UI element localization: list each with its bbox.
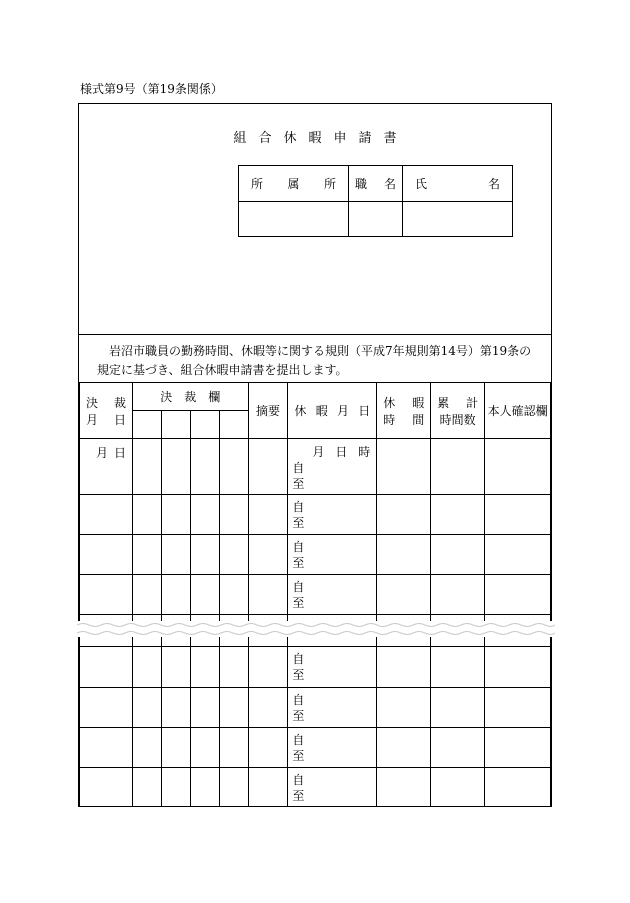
cumulative-cell[interactable]	[431, 495, 485, 535]
decision-cell[interactable]	[132, 575, 161, 615]
decision-cell[interactable]	[132, 535, 161, 575]
leave-period-cell[interactable]: 自 至	[288, 575, 377, 615]
leave-period-cell[interactable]: 自 至	[288, 768, 377, 807]
affiliation-field[interactable]	[239, 202, 349, 237]
decision-cell[interactable]	[219, 688, 248, 728]
cumulative-cell[interactable]	[431, 647, 485, 688]
section-divider	[79, 334, 551, 335]
decision-cell[interactable]	[190, 495, 219, 535]
decision-cell[interactable]	[219, 411, 248, 439]
cumulative-cell[interactable]	[431, 728, 485, 768]
table-row	[80, 768, 551, 807]
decision-cell[interactable]	[219, 575, 248, 615]
leave-hours-header: 休 暇 時 間	[377, 383, 431, 439]
decision-cell[interactable]	[161, 728, 190, 768]
leave-dates-header: 休 暇 月 日	[288, 383, 377, 439]
leave-hours-cell[interactable]	[377, 647, 431, 688]
leave-period-cell[interactable]: 月 日 時 自 至	[288, 439, 377, 495]
table-row	[80, 535, 551, 575]
decision-cell[interactable]	[190, 535, 219, 575]
decision-cell[interactable]	[161, 411, 190, 439]
decision-cell[interactable]	[132, 768, 161, 807]
decision-cell[interactable]	[190, 768, 219, 807]
decision-cell[interactable]	[132, 647, 161, 688]
decision-date-header: 決 裁 月 日	[80, 383, 133, 439]
decision-date-cell[interactable]	[80, 688, 133, 728]
decision-cell[interactable]	[132, 728, 161, 768]
confirmation-cell[interactable]	[485, 575, 551, 615]
summary-cell[interactable]	[248, 495, 288, 535]
cumulative-cell[interactable]	[431, 575, 485, 615]
cumulative-cell[interactable]	[431, 535, 485, 575]
decision-cell[interactable]	[190, 647, 219, 688]
decision-cell[interactable]	[161, 439, 190, 495]
confirmation-cell[interactable]	[485, 768, 551, 807]
decision-cell[interactable]	[161, 535, 190, 575]
page-break-tear	[77, 621, 555, 637]
decision-date-cell[interactable]	[80, 495, 133, 535]
decision-cell[interactable]	[219, 647, 248, 688]
decision-date-cell[interactable]	[80, 768, 133, 807]
leave-period-cell[interactable]: 自 至	[288, 688, 377, 728]
application-form-frame	[78, 103, 552, 807]
leave-period-cell[interactable]: 自 至	[288, 728, 377, 768]
cumulative-cell[interactable]	[431, 688, 485, 728]
position-field[interactable]	[349, 202, 403, 237]
confirmation-cell[interactable]	[485, 495, 551, 535]
form-title: 組合休暇申請書	[233, 131, 409, 146]
cumulative-cell[interactable]	[431, 768, 485, 807]
leave-period-cell[interactable]: 自 至	[288, 495, 377, 535]
leave-hours-cell[interactable]	[377, 575, 431, 615]
decision-cell[interactable]	[161, 575, 190, 615]
position-header: 職 名	[349, 166, 403, 202]
decision-cell[interactable]	[132, 495, 161, 535]
decision-cell[interactable]	[219, 439, 248, 495]
decision-cell[interactable]	[190, 728, 219, 768]
decision-cell[interactable]	[161, 495, 190, 535]
leave-period-cell[interactable]: 自 至	[288, 647, 377, 688]
leave-period-cell[interactable]: 自 至	[288, 535, 377, 575]
table-row	[80, 495, 551, 535]
summary-cell[interactable]	[248, 728, 288, 768]
leave-hours-cell[interactable]	[377, 495, 431, 535]
confirmation-cell[interactable]	[485, 439, 551, 495]
summary-cell[interactable]	[248, 688, 288, 728]
cumulative-cell[interactable]	[431, 439, 485, 495]
decision-date-cell[interactable]	[80, 728, 133, 768]
affiliation-header: 所 属 所	[239, 166, 349, 202]
decision-date-cell[interactable]	[80, 647, 133, 688]
decision-cell[interactable]	[219, 728, 248, 768]
table-row	[80, 688, 551, 728]
summary-cell[interactable]	[248, 768, 288, 807]
leave-hours-cell[interactable]	[377, 768, 431, 807]
decision-date-cell[interactable]	[80, 575, 133, 615]
decision-cell[interactable]	[219, 768, 248, 807]
intro-text: 岩沼市職員の勤務時間、休暇等に関する規則（平成7年規則第14号）第19条の規定に基づき、組合休暇申請書を提出します。	[97, 344, 532, 377]
confirmation-cell[interactable]	[485, 647, 551, 688]
decision-cell[interactable]	[161, 647, 190, 688]
decision-cell[interactable]	[132, 439, 161, 495]
confirmation-header: 本人確認欄	[485, 383, 551, 439]
leave-hours-cell[interactable]	[377, 535, 431, 575]
decision-cell[interactable]	[190, 411, 219, 439]
table-row	[80, 647, 551, 688]
leave-hours-cell[interactable]	[377, 688, 431, 728]
confirmation-cell[interactable]	[485, 728, 551, 768]
confirmation-cell[interactable]	[485, 535, 551, 575]
name-field[interactable]	[403, 202, 513, 237]
decision-cell[interactable]	[132, 411, 161, 439]
decision-column-header: 決 裁 欄	[132, 383, 248, 411]
decision-cell[interactable]	[161, 688, 190, 728]
decision-cell[interactable]	[190, 688, 219, 728]
decision-date-cell[interactable]	[80, 535, 133, 575]
affiliation-table	[238, 165, 513, 237]
leave-hours-cell[interactable]	[377, 728, 431, 768]
decision-cell[interactable]	[219, 495, 248, 535]
form-number: 様式第9号（第19条関係）	[80, 82, 223, 96]
decision-cell[interactable]	[132, 688, 161, 728]
decision-cell[interactable]	[161, 768, 190, 807]
leave-hours-cell[interactable]	[377, 439, 431, 495]
table-row	[80, 575, 551, 615]
decision-cell[interactable]	[190, 439, 219, 495]
leave-table	[79, 382, 551, 807]
tear-edge	[77, 621, 555, 637]
summary-header: 摘要	[248, 383, 288, 439]
confirmation-cell[interactable]	[485, 688, 551, 728]
decision-cell[interactable]	[190, 575, 219, 615]
decision-cell[interactable]	[219, 535, 248, 575]
table-row	[80, 439, 551, 495]
cumulative-hours-header: 累 計 時間数	[431, 383, 485, 439]
summary-cell[interactable]	[248, 575, 288, 615]
decision-date-cell[interactable]: 月 日	[80, 439, 133, 495]
summary-cell[interactable]	[248, 535, 288, 575]
name-header: 氏 名	[403, 166, 513, 202]
table-row	[80, 728, 551, 768]
summary-cell[interactable]	[248, 439, 288, 495]
summary-cell[interactable]	[248, 647, 288, 688]
